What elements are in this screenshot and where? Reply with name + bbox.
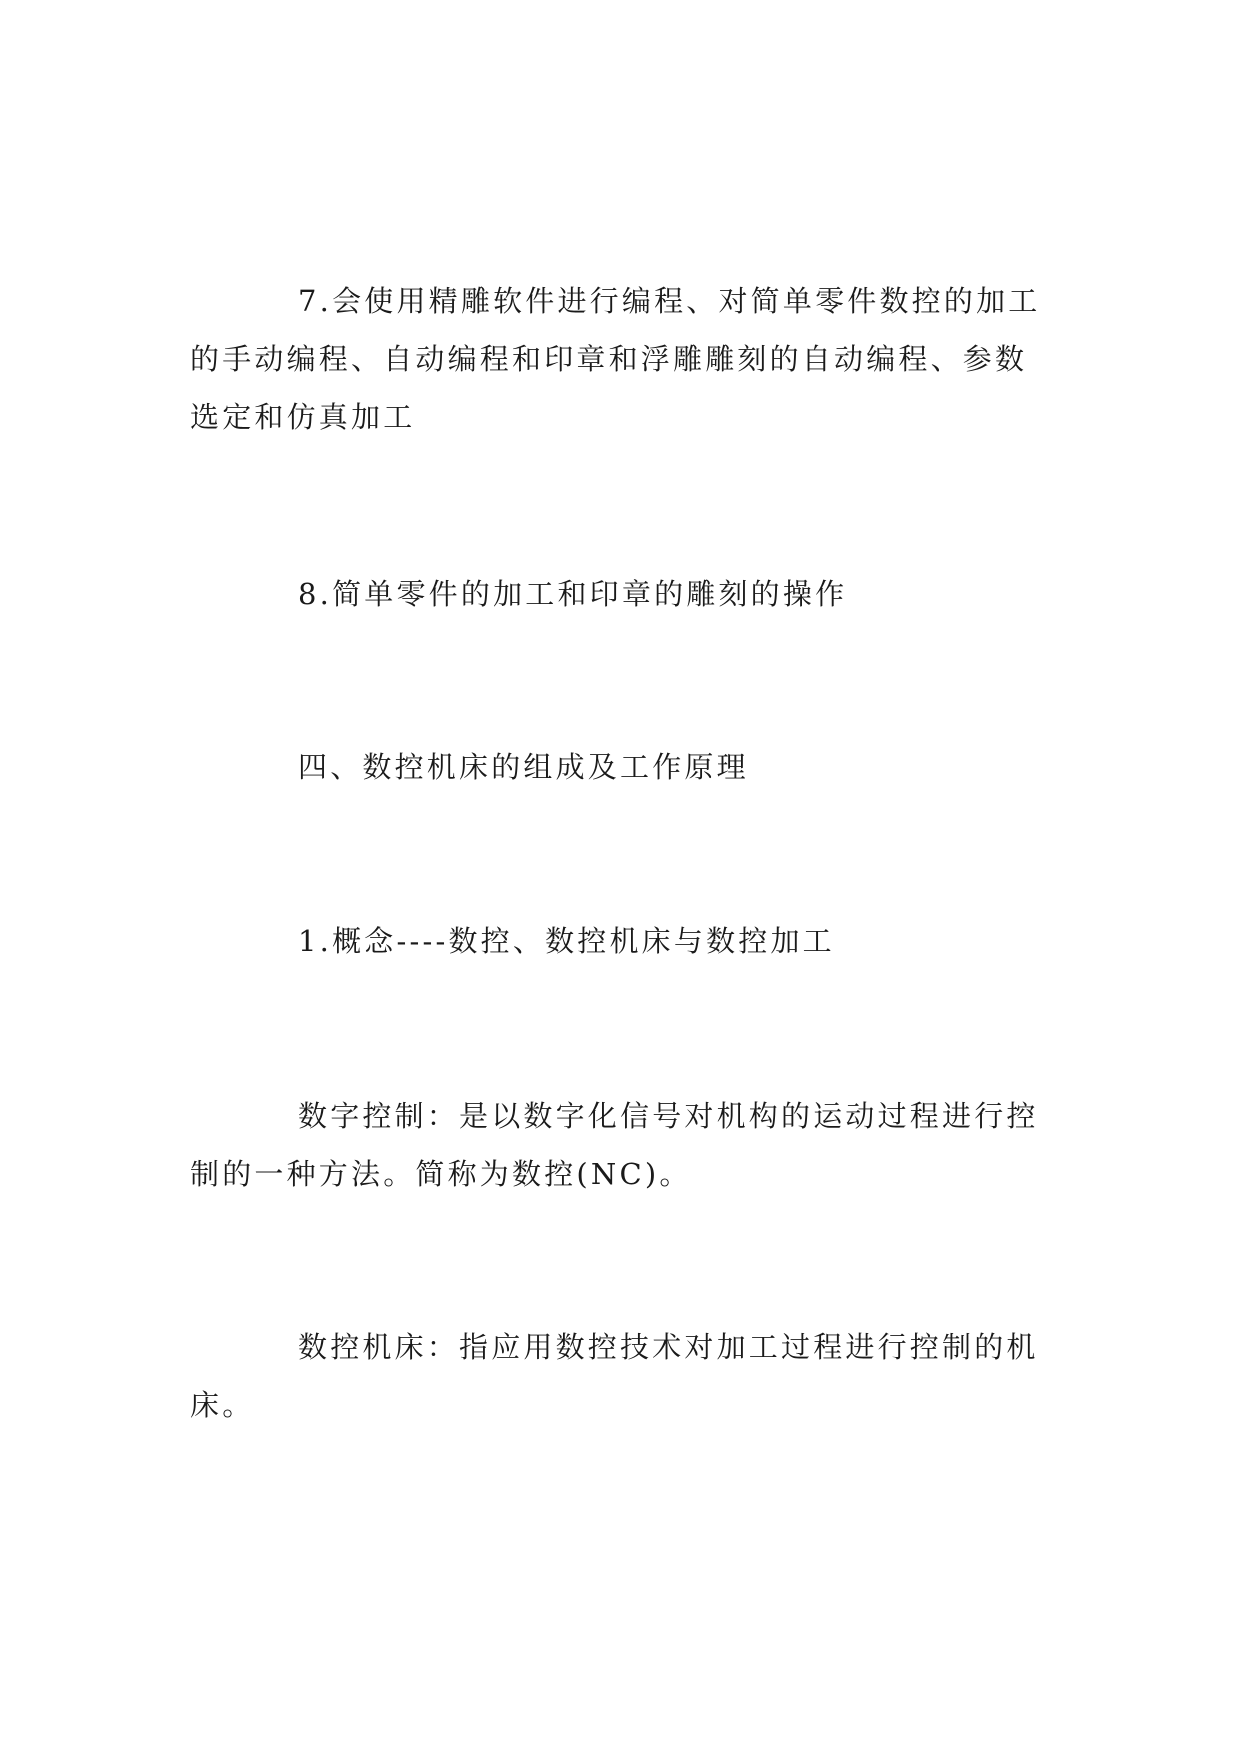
definition-cnc-machine: 数控机床：指应用数控技术对加工过程进行控制的机床。 [190, 1330, 1039, 1422]
subheading-concepts: 1.概念----数控、数控机床与数控加工 [298, 924, 835, 958]
paragraph-item-8: 8.简单零件的加工和印章的雕刻的操作 [298, 577, 848, 611]
definition-numerical-control: 数字控制：是以数字化信号对机构的运动过程进行控制的一种方法。简称为数控(NC)。 [190, 1099, 1039, 1191]
paragraph-item-7: 7.会使用精雕软件进行编程、对简单零件数控的加工的手动编程、自动编程和印章和浮雕雕刻的自动编程、参数选定和仿真加工 [190, 284, 1041, 434]
section-heading-4: 四、数控机床的组成及工作原理 [298, 750, 749, 784]
